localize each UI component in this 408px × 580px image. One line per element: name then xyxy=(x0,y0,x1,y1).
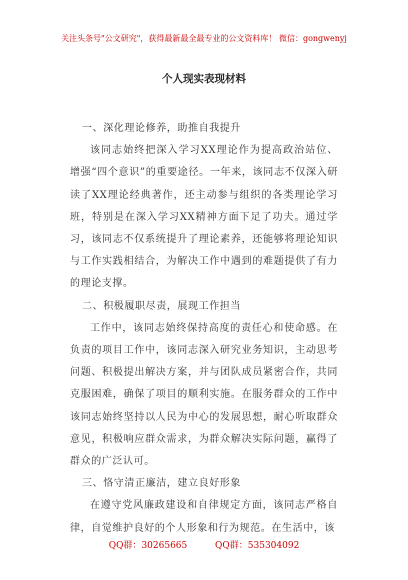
footer-qq-group-2: QQ群：535304092 xyxy=(215,541,300,551)
section-paragraph-1: 该同志始终把深入学习XX理论作为提高政治站位、增强“四个意识”的重要途径。一年来，该同志不仅深入研读了XX理论经典著作，还主动参与组织的各类理论学习班，特别是在深入学习XX精神方面下足了功夫。通过学习，该同志不仅系统提升了理论素养，还能够将理论知识与工作实践相结合，为解决工作中遇到的难题提供了有力的理论支撑。 xyxy=(70,145,338,290)
section-paragraph-2: 工作中，该同志始终保持高度的责任心和使命感。在负责的项目工作中，该同志深入研究业务知识，主动思考问题、积极提出解决方案，并与团队成员紧密合作，共同克服困难，确保了项目的顺利实施。在服务群众的工作中该同志始终坚持以人民为中心的发展思想，耐心听取群众意见，积极响应群众需求，为群众解决实际问题，赢得了群众的广泛认可。 xyxy=(70,322,338,468)
document-title: 个人现实表现材料 xyxy=(162,73,246,85)
section-paragraph-3: 在遵守党风廉政建设和自律规定方面，该同志严格自律，自觉维护良好的个人形象和行为规范。在生活中，该 xyxy=(70,500,338,534)
section-heading-1: 一、深化理论修养，助推自我提升 xyxy=(82,123,241,134)
section-heading-3: 三、恪守清正廉洁，建立良好形象 xyxy=(82,478,241,490)
section-heading-2: 二、积极履职尽责，展现工作担当 xyxy=(82,300,241,312)
footer-qq-group-1: QQ群：30265665 xyxy=(108,541,188,551)
document-body xyxy=(70,118,338,540)
footer-contact xyxy=(0,538,408,551)
header-promo-note: 关注头条号"公文研究"，获得最新最全最专业的公文资料库！ 微信：gongwenyj xyxy=(61,34,347,43)
